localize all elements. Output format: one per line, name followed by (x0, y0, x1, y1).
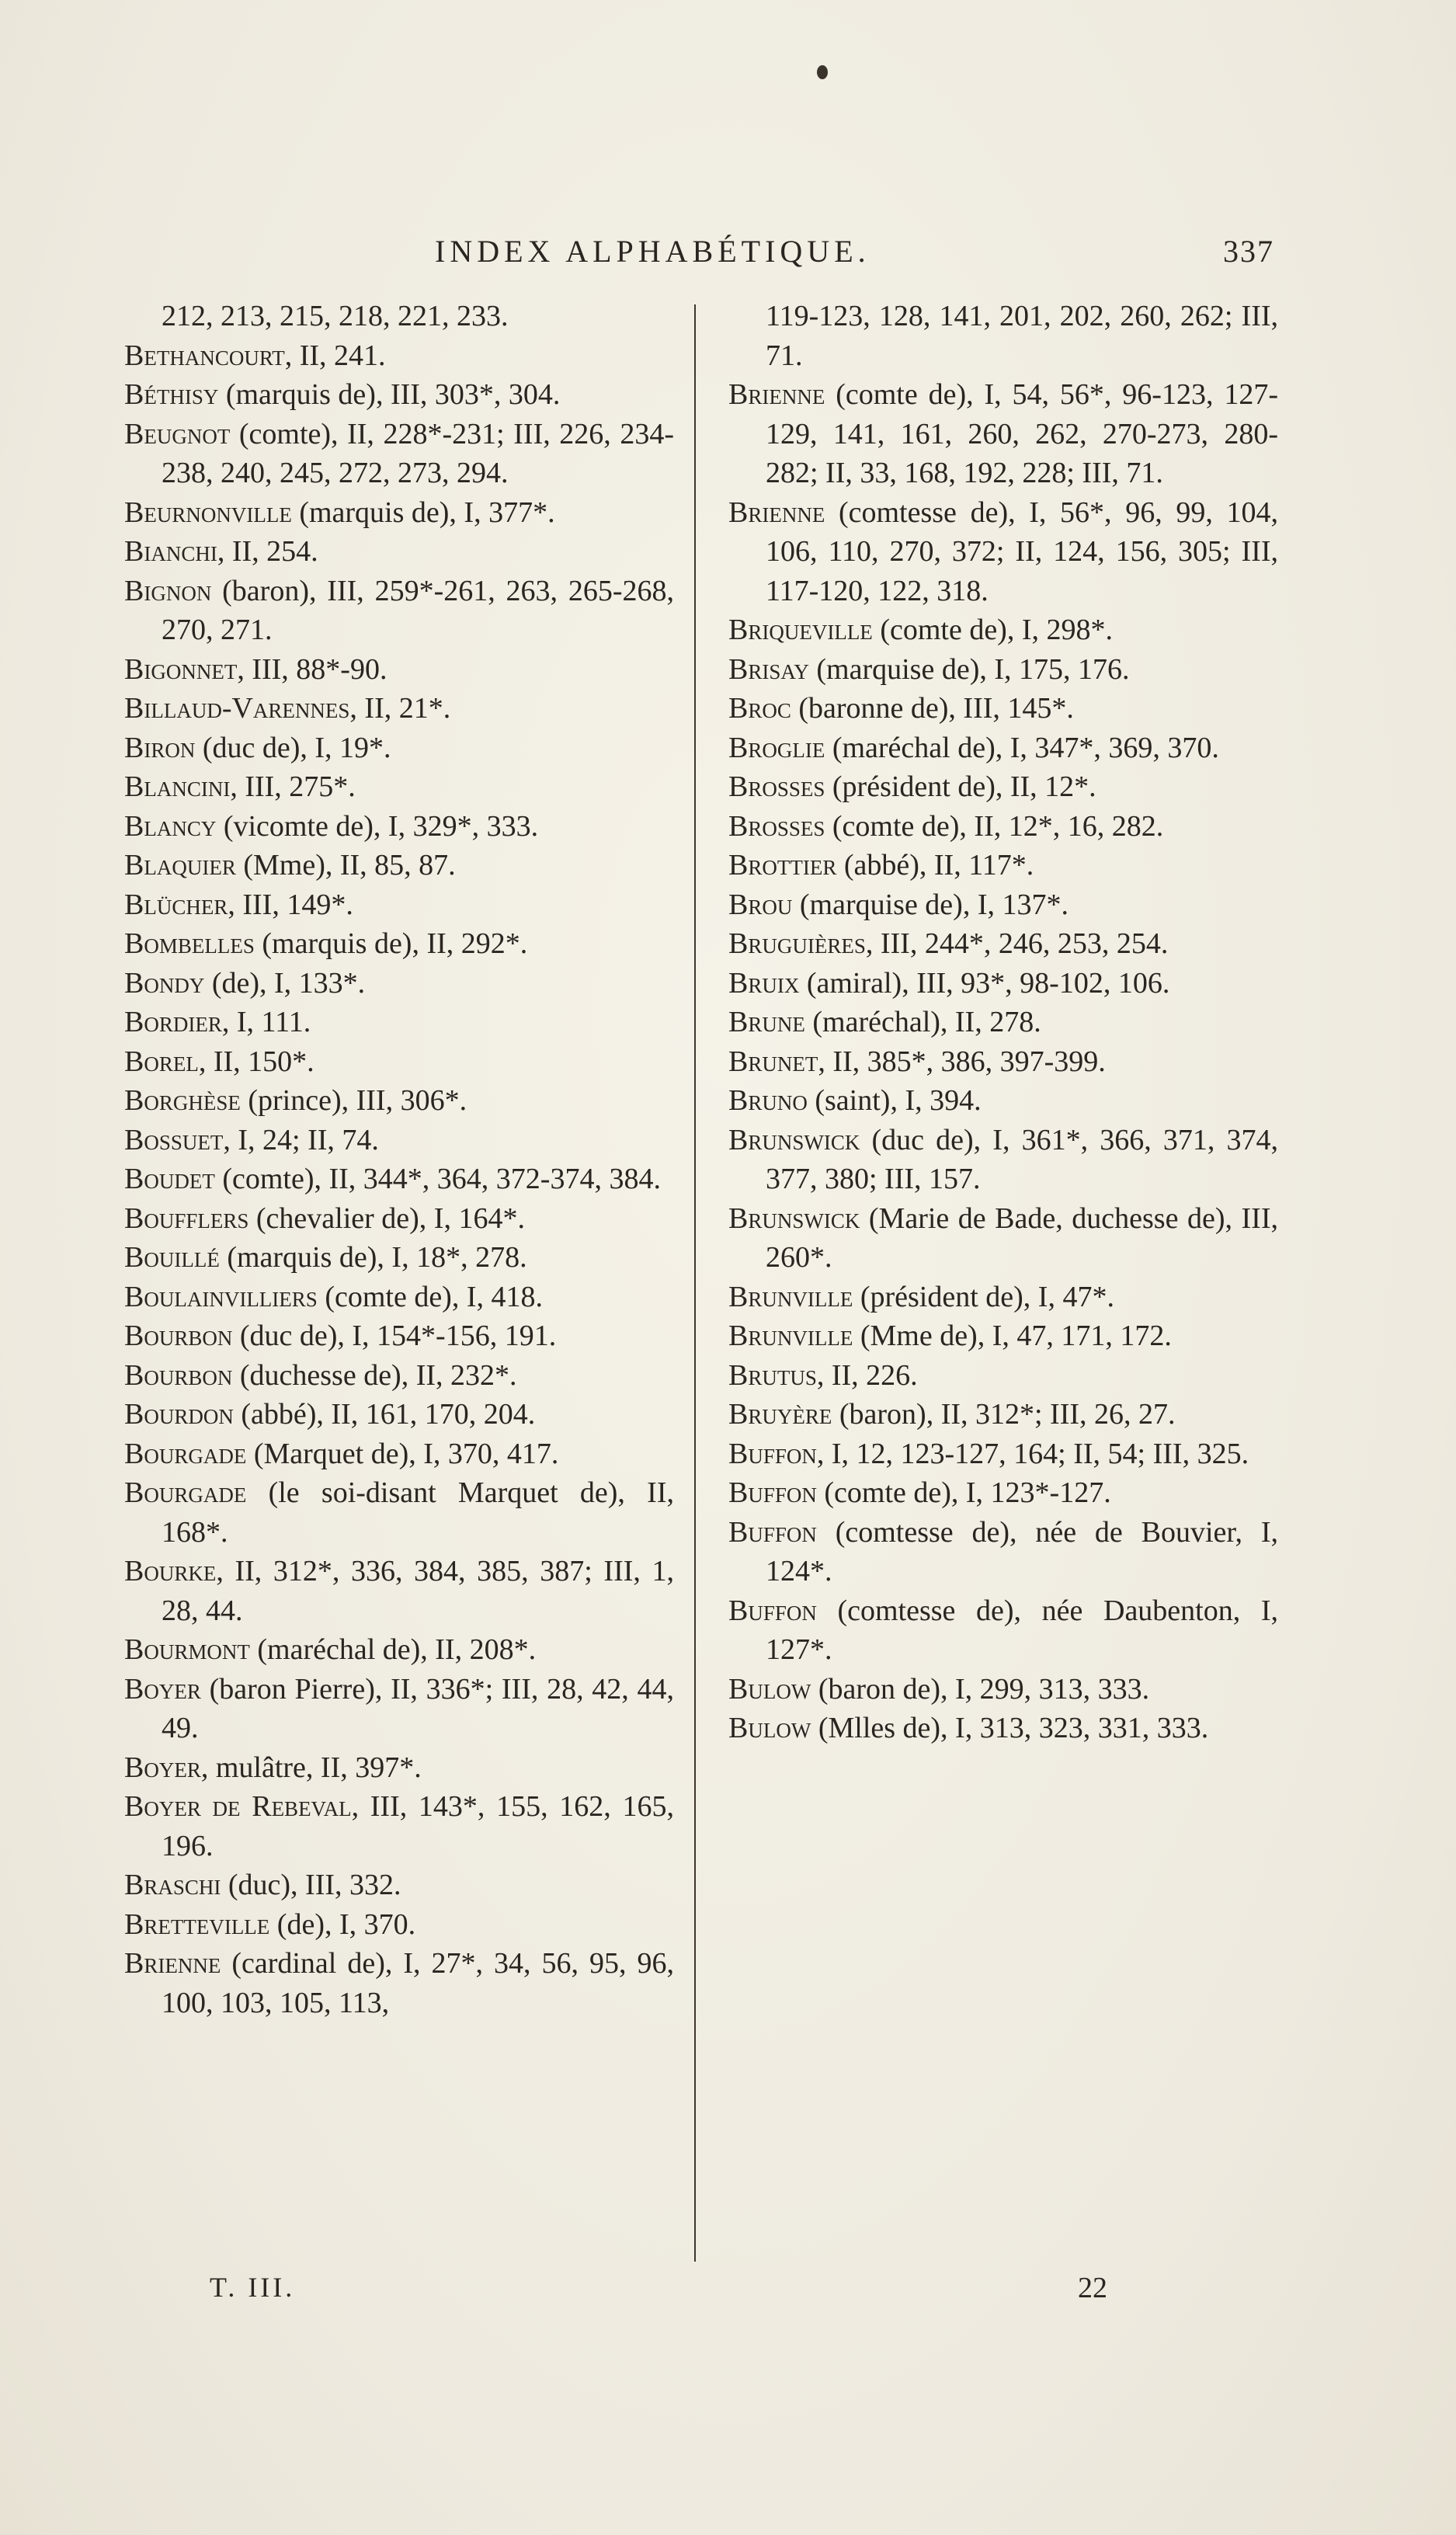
index-entry-name: Bouillé (124, 1241, 220, 1274)
index-entry (728, 729, 1278, 768)
index-entry-references: (comte de), I, 123*-127. (816, 1476, 1111, 1509)
index-entry-name: Boudet (124, 1163, 215, 1195)
index-entry-references: (marquise de), I, 175, 176. (808, 652, 1130, 686)
index-entry (728, 610, 1278, 650)
index-entry-references: (marquis de), II, 292*. (254, 927, 528, 960)
running-head: INDEX ALPHABÉTIQUE. (435, 234, 870, 269)
index-entry-name: Boyer (124, 1672, 201, 1706)
index-entry-name: Brunswick (728, 1201, 860, 1235)
index-entry-references: (saint), I, 394. (807, 1084, 982, 1117)
index-entry-references: (duc de), I, 19*. (195, 731, 391, 764)
index-entry-references: (cardinal de), I, 27*, 34, 56, 95, 96, 100, 103, 105, 113, (162, 1947, 674, 2019)
index-entry-name: Bruguières (728, 927, 866, 960)
index-entry-references: (vicomte de), I, 329*, 333. (216, 809, 539, 843)
index-entry (728, 1199, 1278, 1278)
index-entry (728, 1003, 1278, 1042)
index-entry-references: (duc de), I, 361*, 366, 371, 374, 377, 380; III, 157. (766, 1123, 1278, 1195)
index-entry-references: (comte de), I, 298*. (872, 614, 1113, 646)
index-entry-name: Bombelles (124, 927, 255, 960)
index-entry-references: (baron Pierre), II, 336*; III, 28, 42, 44, 49. (162, 1672, 674, 1744)
index-entry-references: (maréchal de), I, 347*, 369, 370. (825, 731, 1219, 764)
index-entry (728, 1513, 1278, 1591)
index-entry-references: (baronne de), III, 145*. (791, 692, 1074, 725)
index-entry-name: Brisay (728, 652, 809, 686)
index-entry (124, 650, 674, 690)
index-entry (124, 964, 674, 1003)
index-entry (124, 375, 674, 415)
index-entry-name: Brienne (124, 1947, 221, 1980)
index-entry-name: Braschi (124, 1869, 221, 1901)
index-entry-references: (Marquet de), I, 370, 417. (246, 1437, 559, 1470)
index-entry-references: (abbé), II, 117*. (836, 849, 1034, 882)
index-entry-references: (marquis de), III, 303*, 304. (218, 378, 561, 411)
index-entry-references: (baron), II, 312*; III, 26, 27. (832, 1398, 1176, 1431)
index-entry-name: Borel (124, 1045, 199, 1078)
index-entry (728, 1434, 1278, 1474)
index-entry (124, 767, 674, 807)
index-entry (728, 1356, 1278, 1396)
index-entry (124, 1866, 674, 1905)
index-entry (124, 1356, 674, 1396)
index-entry-references: (président de), II, 12*. (825, 770, 1096, 803)
index-entry (124, 572, 674, 650)
index-entry (124, 493, 674, 533)
index-entry (728, 1709, 1278, 1748)
index-entry-references: , I, 24; II, 74. (223, 1123, 379, 1156)
index-entry-name: Bulow (728, 1672, 811, 1706)
index-entry-references: (abbé), II, 161, 170, 204. (233, 1398, 536, 1431)
index-entry (728, 767, 1278, 807)
index-entry-name: Bourbon (124, 1320, 233, 1352)
index-entry-name: Brune (728, 1006, 805, 1038)
index-entry (124, 885, 674, 925)
index-entry-references: (baron), III, 259*-261, 263, 265-268, 270, 271. (162, 574, 674, 646)
index-entry-references: (comte de), I, 418. (317, 1280, 543, 1313)
index-entry-references: (comtesse de), née de Bouvier, I, 124*. (766, 1515, 1278, 1587)
index-entry-name: Blancy (124, 809, 217, 843)
index-entry (124, 807, 674, 847)
index-entry (124, 1787, 674, 1866)
index-entry (124, 1905, 674, 1945)
index-entry-name: Buffon (728, 1515, 817, 1549)
index-entry (728, 846, 1278, 885)
index-entry-references: , II, 385*, 386, 397-399. (818, 1045, 1106, 1078)
index-entry-name: Brou (728, 888, 793, 921)
index-entry-references: 119-123, 128, 141, 201, 202, 260, 262; III, 71. (766, 300, 1278, 372)
index-entry-references: (Mlles de), I, 313, 323, 331, 333. (811, 1712, 1209, 1744)
index-entry (728, 1316, 1278, 1356)
index-entry-references: (maréchal), II, 278. (804, 1006, 1041, 1038)
index-entry (124, 924, 674, 964)
index-entry-name: Brosses (728, 770, 825, 803)
index-entry (124, 689, 674, 729)
column-divider (694, 304, 696, 2262)
index-entry (728, 1278, 1278, 1317)
index-entry (124, 1121, 674, 1160)
index-entry-name: Biron (124, 731, 196, 764)
index-column-right (728, 297, 1278, 1748)
index-entry (728, 1670, 1278, 1709)
index-entry-name: Buffon (728, 1594, 817, 1627)
index-entry-references: (chevalier de), I, 164*. (248, 1201, 525, 1235)
index-entry (728, 650, 1278, 690)
index-entry (728, 1121, 1278, 1199)
index-entry-name: Bruno (728, 1084, 808, 1117)
index-entry (124, 1278, 674, 1317)
index-entry-references: (duc de), I, 154*-156, 191. (232, 1320, 557, 1352)
index-entry-name: Buffon (728, 1437, 817, 1470)
index-entry-name: Borghèse (124, 1084, 241, 1117)
index-entry-references: (comtesse de), née Daubenton, I, 127*. (766, 1594, 1278, 1666)
volume-mark: T. III. (210, 2272, 296, 2303)
index-entry-references: , I, 111. (221, 1006, 311, 1038)
index-entry (124, 1395, 674, 1434)
index-entry (124, 1630, 674, 1670)
index-entry (728, 807, 1278, 847)
index-entry-name: Bourgade (124, 1476, 247, 1509)
index-column-left (124, 297, 674, 2022)
index-entry (728, 1081, 1278, 1121)
index-entry-name: Beurnonville (124, 496, 292, 529)
ink-speck (817, 65, 828, 79)
index-entry (728, 1591, 1278, 1670)
index-entry-name: Béthisy (124, 378, 219, 411)
index-entry (124, 1238, 674, 1278)
index-entry-name: Boyer de Rebeval (124, 1790, 352, 1823)
index-entry (124, 1042, 674, 1082)
index-entry (728, 1473, 1278, 1513)
index-entry (124, 846, 674, 885)
index-entry (124, 532, 674, 572)
index-entry-references: , mulâtre, II, 397*. (200, 1751, 422, 1784)
index-entry (728, 1042, 1278, 1082)
index-entry-references: (de), I, 370. (269, 1907, 416, 1941)
index-entry-name: Bethancourt (124, 339, 285, 372)
index-entry-references: , II, 150*. (198, 1045, 314, 1078)
index-entry-name: Boyer (124, 1751, 201, 1784)
index-entry-references: , I, 12, 123-127, 164; II, 54; III, 325. (816, 1437, 1249, 1470)
index-entry-name: Bondy (124, 966, 205, 1000)
index-entry-name: Broc (728, 692, 791, 725)
index-entry-references: , II, 241. (284, 339, 386, 372)
index-entry-name: Brutus (728, 1358, 817, 1392)
index-entry-name: Brottier (728, 849, 837, 882)
index-entry-references: (président de), I, 47*. (853, 1280, 1114, 1313)
index-entry-references: (baron de), I, 299, 313, 333. (811, 1672, 1150, 1706)
index-entry-name: Blaquier (124, 849, 236, 882)
index-entry (124, 1199, 674, 1239)
index-entry (124, 729, 674, 768)
index-entry (728, 885, 1278, 925)
index-entry-references: (comtesse de), I, 56*, 96, 99, 104, 106, 110, 270, 372; II, 124, 156, 305; III, 117-120, 122, 318. (766, 496, 1278, 607)
index-entry-references: (duc), III, 332. (221, 1869, 401, 1901)
index-entry-name: Blancini (124, 770, 231, 803)
index-entry-references: (de), I, 133*. (204, 966, 366, 1000)
index-entry-name: Bruyère (728, 1398, 832, 1431)
index-entry-name: Brunville (728, 1320, 853, 1352)
index-entry-references: , III, 244*, 246, 253, 254. (865, 927, 1169, 960)
index-entry (124, 1434, 674, 1474)
index-entry (124, 1670, 674, 1748)
index-entry-references: (duchesse de), II, 232*. (232, 1358, 517, 1392)
index-entry-name: Brosses (728, 809, 825, 843)
index-entry-name: Blücher (124, 888, 228, 921)
index-entry-references: (prince), III, 306*. (240, 1084, 467, 1117)
index-entry-name: Bossuet (124, 1123, 224, 1156)
index-entry-name: Beugnot (124, 417, 231, 450)
index-entry (124, 415, 674, 493)
index-entry-name: Bruix (728, 966, 800, 1000)
index-entry (124, 1316, 674, 1356)
index-entry-references: , II, 312*, 336, 384, 385, 387; III, 1, 28, 44. (162, 1555, 674, 1627)
index-entry-references: , II, 21*. (349, 692, 451, 725)
index-entry-references: (Mme), II, 85, 87. (235, 849, 456, 882)
index-entry-name: Broglie (728, 731, 825, 764)
page-number: 337 (1223, 234, 1274, 269)
index-entry (728, 689, 1278, 729)
index-entry-name: Bourbon (124, 1358, 233, 1392)
index-entry (124, 1160, 674, 1199)
index-entry-references: (comte), II, 228*-231; III, 226, 234-238, 240, 245, 272, 273, 294. (162, 417, 674, 489)
index-entry-name: Bignon (124, 574, 212, 607)
index-entry-references: (comte de), II, 12*, 16, 282. (825, 809, 1164, 843)
index-entry-references: (comte de), I, 54, 56*, 96-123, 127-129, 141, 161, 260, 262, 270-273, 280-282; II, 33, 168, 192, 228; III, 71. (766, 378, 1278, 489)
index-entry-references: (le soi-disant Marquet de), II, 168*. (162, 1476, 674, 1549)
index-entry-name: Brienne (728, 496, 825, 529)
index-entry (728, 375, 1278, 493)
index-entry-name: Bretteville (124, 1907, 270, 1941)
index-entry-references: (Mme de), I, 47, 171, 172. (853, 1320, 1172, 1352)
index-entry-references: , II, 254. (217, 535, 318, 568)
index-entry-references: (marquise de), I, 137*. (792, 888, 1069, 921)
index-entry-name: Bigonnet (124, 652, 238, 686)
index-entry-name: Brienne (728, 378, 825, 411)
index-entry-name: Briqueville (728, 614, 873, 646)
index-entry (124, 1944, 674, 2022)
index-entry (728, 297, 1278, 375)
index-entry (728, 924, 1278, 964)
index-entry-references: (marquis de), I, 377*. (291, 496, 555, 529)
index-entry-references: (Marie de Bade, duchesse de), III, 260*. (766, 1201, 1278, 1274)
index-entry-references: , II, 226. (816, 1358, 918, 1392)
index-entry-references: , III, 88*-90. (237, 652, 387, 686)
index-entry-references: (marquis de), I, 18*, 278. (219, 1241, 527, 1274)
index-entry-name: Billaud-Varennes (124, 692, 350, 725)
index-entry (728, 1395, 1278, 1434)
index-entry-name: Buffon (728, 1476, 817, 1509)
index-entry (124, 336, 674, 376)
signature-mark: 22 (1078, 2272, 1107, 2304)
index-entry-references: 212, 213, 215, 218, 221, 233. (162, 300, 509, 332)
index-entry-references: , III, 149*. (228, 888, 353, 921)
index-entry-name: Bourke (124, 1555, 217, 1587)
index-entry-name: Brunet (728, 1045, 818, 1078)
index-entry (124, 1473, 674, 1552)
index-entry (728, 493, 1278, 611)
index-entry-name: Bulow (728, 1712, 811, 1744)
index-entry-references: , III, 275*. (230, 770, 356, 803)
index-entry (124, 1552, 674, 1630)
index-entry-name: Brunville (728, 1280, 853, 1313)
index-entry-references: (amiral), III, 93*, 98-102, 106. (799, 966, 1170, 1000)
index-entry (124, 297, 674, 336)
index-entry (124, 1003, 674, 1042)
index-entry-name: Bordier (124, 1006, 222, 1038)
index-entry-name: Brunswick (728, 1123, 860, 1156)
index-entry (124, 1081, 674, 1121)
index-entry (728, 964, 1278, 1003)
index-entry-name: Bourdon (124, 1398, 234, 1431)
index-entry-name: Boufflers (124, 1201, 249, 1235)
index-entry-name: Boulainvilliers (124, 1280, 318, 1313)
index-entry-references: (maréchal de), II, 208*. (249, 1633, 537, 1666)
index-entry-name: Bourgade (124, 1437, 247, 1470)
index-entry-references: , III, 143*, 155, 162, 165, 196. (162, 1790, 675, 1862)
index-entry-references: (comte), II, 344*, 364, 372-374, 384. (214, 1163, 661, 1195)
index-entry (124, 1748, 674, 1788)
index-entry-name: Bianchi (124, 535, 217, 568)
index-entry-name: Bourmont (124, 1633, 250, 1666)
